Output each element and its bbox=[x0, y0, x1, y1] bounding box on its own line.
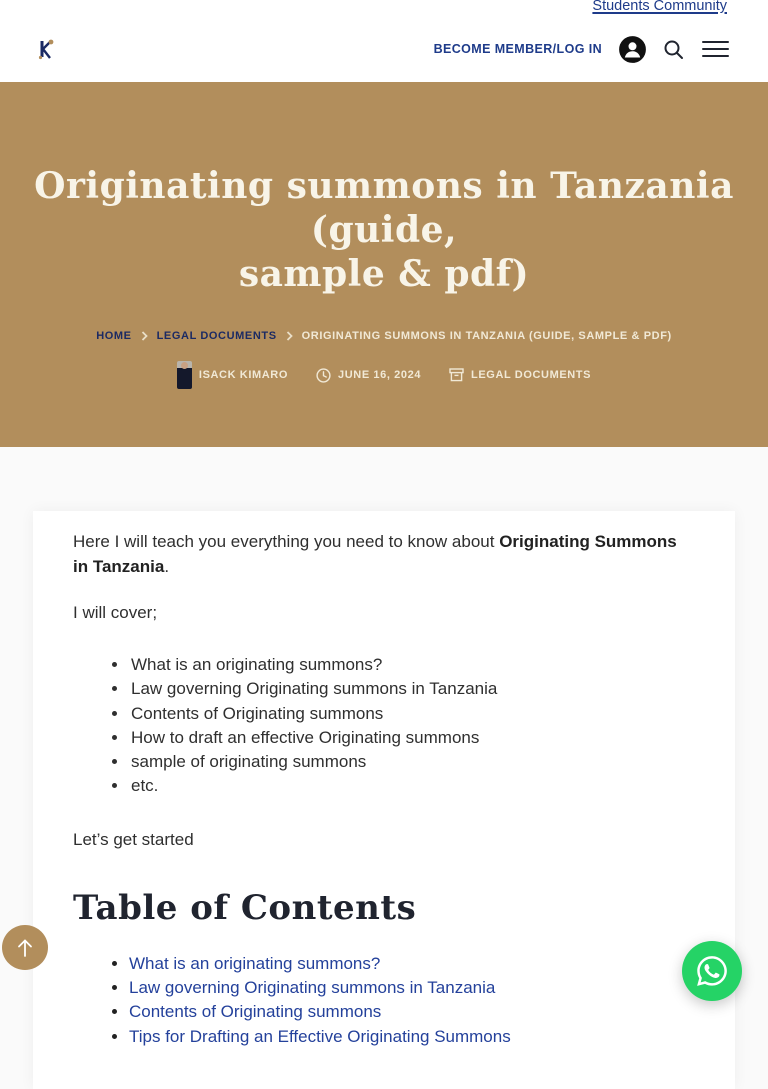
become-member-login-button[interactable]: BECOME MEMBER/LOG IN bbox=[433, 42, 602, 56]
toc-item bbox=[129, 1000, 695, 1024]
page-title: Originating summons in Tanzania (guide, sample & pdf) bbox=[34, 165, 734, 295]
intro-paragraph: Here I will teach you everything you need to know about Originating Summons in Tanzania. bbox=[73, 532, 677, 576]
category-archive-icon bbox=[449, 368, 464, 382]
header-actions bbox=[434, 36, 730, 63]
clock-icon bbox=[316, 368, 331, 383]
scroll-to-top-button[interactable] bbox=[2, 925, 48, 970]
post-date: JUNE 16, 2024 bbox=[338, 369, 422, 381]
whatsapp-chat-button[interactable] bbox=[682, 941, 742, 1001]
cover-list-item: • sample of originating summons bbox=[129, 750, 695, 774]
cover-list-item: • Contents of Originating summons bbox=[129, 702, 695, 726]
author-avatar bbox=[177, 361, 192, 389]
breadcrumb-section-link[interactable]: LEGAL DOCUMENTS bbox=[156, 330, 277, 342]
cover-list-item: • How to draft an effective Originating summons bbox=[129, 726, 695, 750]
whatsapp-icon bbox=[695, 954, 729, 988]
cover-list-item: • What is an originating summons? bbox=[129, 653, 695, 677]
cover-intro: I will cover; bbox=[73, 603, 158, 622]
breadcrumb-current: ORIGINATING SUMMONS IN TANZANIA (GUIDE, SAMPLE & PDF) bbox=[301, 330, 672, 342]
breadcrumb bbox=[96, 330, 672, 342]
cover-list-item: • Law governing Originating summons in Tanzania bbox=[129, 677, 695, 701]
cover-list bbox=[129, 653, 695, 799]
toc-item bbox=[129, 952, 695, 976]
author-link[interactable]: ISACK KIMARO bbox=[198, 369, 289, 381]
search-icon[interactable] bbox=[663, 39, 684, 60]
hero-banner bbox=[0, 82, 768, 447]
breadcrumb-home-link[interactable]: HOME bbox=[96, 330, 132, 342]
lets-start-text: Let’s get started bbox=[73, 829, 194, 849]
toc-link[interactable]: What is an originating summons? bbox=[129, 953, 381, 973]
cover-list-item: • etc. bbox=[129, 774, 695, 798]
students-community-link[interactable]: Students Community bbox=[592, 0, 727, 14]
toc-link[interactable]: Law governing Originating summons in Tanzania bbox=[129, 978, 496, 998]
menu-hamburger-icon[interactable] bbox=[701, 40, 730, 58]
toc-link[interactable]: Contents of Originating summons bbox=[129, 1002, 382, 1022]
arrow-up-icon bbox=[15, 937, 35, 959]
post-meta bbox=[177, 361, 591, 389]
site-logo[interactable] bbox=[35, 36, 57, 62]
account-avatar-icon[interactable] bbox=[619, 36, 646, 63]
top-bar bbox=[0, 0, 768, 16]
toc-item bbox=[129, 976, 695, 1000]
table-of-contents-list bbox=[129, 952, 695, 1049]
chevron-right-icon bbox=[141, 331, 148, 341]
table-of-contents-heading: Table of Contents bbox=[73, 887, 417, 928]
logo-icon bbox=[35, 36, 57, 62]
site-header bbox=[0, 16, 768, 82]
article-content bbox=[33, 511, 735, 1089]
category-link[interactable]: LEGAL DOCUMENTS bbox=[471, 369, 592, 381]
chevron-right-icon bbox=[286, 331, 293, 341]
toc-link[interactable]: Tips for Drafting an Effective Originating Summons bbox=[129, 1026, 511, 1046]
toc-item bbox=[129, 1025, 695, 1049]
